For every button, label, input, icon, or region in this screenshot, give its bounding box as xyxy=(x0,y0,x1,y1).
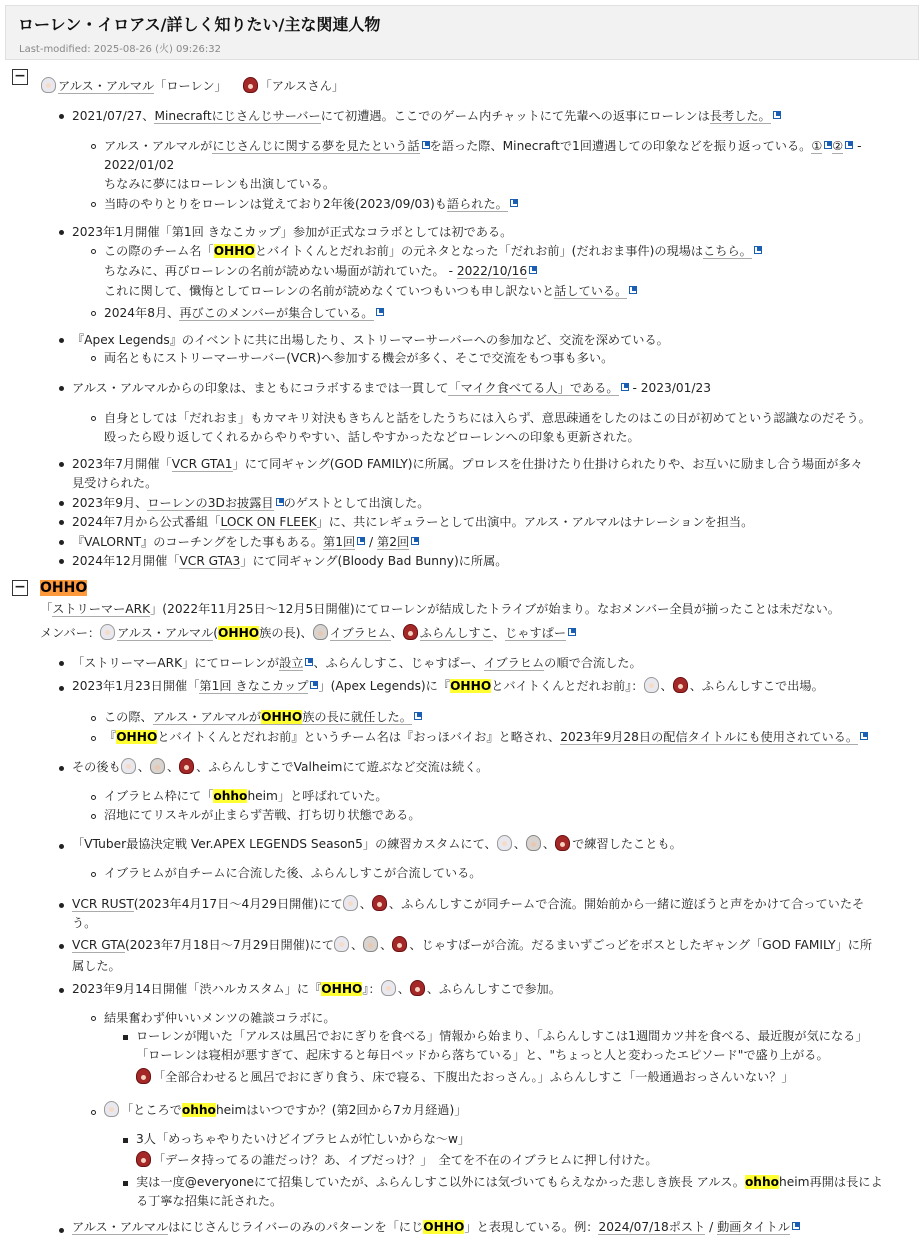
list-item: 結果奮わず仲いいメンツの雑談コラボに。 xyxy=(104,1011,336,1025)
avatar-icon xyxy=(403,624,418,640)
bullet xyxy=(59,501,64,506)
section-heading-alsu: アルス・アルマル「ローレン」 「アルスさん」 xyxy=(41,77,344,96)
bullet xyxy=(123,1035,128,1040)
link-vcr-rust[interactable]: VCR RUST xyxy=(72,897,134,911)
list-item: 「ところでohhoheimはいつですか？(第2回から7カ月経過)」 xyxy=(104,1101,466,1120)
link-post-2024-07-18[interactable]: 2024/07/18ポスト xyxy=(598,1220,706,1234)
date-text: 2022/01/02 xyxy=(104,158,175,172)
list-item: イブラヒム枠にて「ohhoheim」と呼ばれていた。 xyxy=(104,789,388,803)
bullet xyxy=(59,462,64,467)
external-link-icon[interactable] xyxy=(414,712,422,720)
external-link-icon[interactable] xyxy=(357,537,365,545)
avatar-icon xyxy=(243,77,258,93)
bullet xyxy=(91,249,96,254)
link-member-francisco[interactable]: ふらんしすこ xyxy=(419,626,493,640)
external-link-icon[interactable] xyxy=(376,308,384,316)
link-talking[interactable]: 話している。 xyxy=(554,284,628,298)
list-item: 2023年1月23日開催「第1回 きなこカップ 」(Apex Legends)に『OHHOとバイトくんとだれお前』： 、 、ふらんしすこで出場。 xyxy=(72,679,824,693)
list-item-text: 属した。 xyxy=(72,959,121,973)
bullet xyxy=(91,1016,96,1021)
bullet xyxy=(59,686,64,691)
external-link-icon[interactable] xyxy=(860,732,868,740)
bullet xyxy=(59,338,64,343)
bullet xyxy=(91,144,96,149)
bullet xyxy=(59,988,64,993)
bullet xyxy=(91,202,96,207)
paragraph: 「ストリーマーARK」(2022年11月25日～12月5日開催)にてローレンが結成したトライブが始まり。なおメンバー全員が揃ったことは未だない。 xyxy=(40,602,840,616)
list-item-text: る丁寧な招集に託された。 xyxy=(136,1194,283,1208)
list-item-text: これに関して、懺悔としてローレンの名前が読めなくていつもいつも申し訳ないと話している。 xyxy=(104,282,637,301)
bullet xyxy=(59,1228,64,1233)
list-item-text: 「ローレンは寝相が悪すぎて、起床すると毎日ベッドから落ちている」と、"ちょっと人と変わったエピソード"で盛り上がる。 xyxy=(136,1048,829,1062)
list-item: ローレンが聞いた「アルスは風呂でおにぎりを食べる」情報から始まり、「ふらんしすこは1週間カツ丼を食べる、最近腹が気になる」 xyxy=(136,1029,868,1043)
avatar-icon xyxy=(136,1151,151,1167)
list-item: イブラヒムが自チームに合流した後、ふらんしすこが合流している。 xyxy=(104,866,482,880)
bullet xyxy=(91,814,96,819)
avatar-icon xyxy=(104,1101,119,1117)
link-ref-1[interactable]: ① xyxy=(811,139,823,153)
avatar-icon xyxy=(41,77,56,93)
bullet xyxy=(123,1138,128,1143)
link-vcr-gta3[interactable]: VCR GTA3 xyxy=(179,554,241,568)
link-2022-10-16[interactable]: 2022/10/16 xyxy=(456,264,528,278)
list-item: 『Apex Legends』のイベントに共に出場したり、ストリーマーサーバーへの参加など、交流を深めている。 xyxy=(72,333,669,347)
avatar-icon xyxy=(136,1068,151,1084)
list-item: この際、アルス・アルマルがOHHO族の長に就任した。 xyxy=(104,708,422,727)
external-link-icon[interactable] xyxy=(422,141,430,149)
list-item-text: 「全部合わせると風呂でおにぎり食う、床で寝る、下腹出たおっさん。」ふらんしすこ「一般通過おっさんいない？」 xyxy=(136,1068,794,1087)
external-link-icon[interactable] xyxy=(824,141,832,149)
link-alsu-almal[interactable]: アルス・アルマル xyxy=(58,79,155,93)
link-minecraft-server[interactable]: Minecraftにじさんじサーバー xyxy=(154,109,321,123)
list-item: 2023年1月開催「第1回 きなこカップ」参加が正式なコラボとしては初である。 xyxy=(72,225,513,239)
link-lock-on-fleek[interactable]: LOCK ON FLEEK xyxy=(220,515,317,529)
external-link-icon[interactable] xyxy=(845,141,853,149)
external-link-icon[interactable] xyxy=(568,628,576,636)
list-item-text: 見受けられた。 xyxy=(72,476,158,490)
link-vcr-gta[interactable]: VCR GTA xyxy=(72,938,126,952)
bullet xyxy=(91,311,96,316)
bullet xyxy=(59,559,64,564)
avatar-icon xyxy=(526,835,541,851)
avatar-icon xyxy=(121,758,136,774)
avatar-icon xyxy=(381,980,396,996)
list-item-text: う。 xyxy=(72,916,97,930)
bullet xyxy=(91,795,96,800)
link-founded[interactable]: 設立 xyxy=(279,656,304,670)
list-item: 2023年9月、ローレンの3Dお披露目 のゲストとして出演した。 xyxy=(72,496,430,510)
link-alsu-almal-2[interactable]: アルス・アルマル xyxy=(72,1220,169,1234)
bullet xyxy=(91,736,96,741)
bullet xyxy=(59,661,64,666)
avatar-icon xyxy=(363,936,378,952)
external-link-icon[interactable] xyxy=(629,286,637,294)
external-link-icon[interactable] xyxy=(754,246,762,254)
link-long-think[interactable]: 長考した。 xyxy=(709,109,771,123)
link-ibrahim[interactable]: イブラヒム xyxy=(483,656,545,670)
avatar-icon xyxy=(343,895,358,911)
bullet xyxy=(59,230,64,235)
bullet xyxy=(59,540,64,545)
bullet xyxy=(123,1181,128,1186)
list-item: 沼地にてリスキルが止まらず苦戦、打ち切り状態である。 xyxy=(104,808,421,822)
avatar-icon xyxy=(100,624,115,640)
avatar-icon xyxy=(644,677,659,693)
list-item: 2024年7月から公式番組「LOCK ON FLEEK」に、共にレギュラーとして出演中。アルス・アルマルはナレーションを担当。 xyxy=(72,515,754,529)
avatar-icon xyxy=(150,758,165,774)
bullet xyxy=(59,903,64,908)
list-item: 2024年8月、再びこのメンバーが集合している。 xyxy=(104,304,384,323)
link-streamer-ark[interactable]: ストリーマーARK xyxy=(52,602,151,616)
link-member-jasper[interactable]: じゃすぱー xyxy=(505,626,567,640)
avatar-icon xyxy=(555,835,570,851)
bullet xyxy=(91,1110,96,1115)
list-item: 実は一度@everyoneにて招集していたが、ふらんしすこ以外には気づいてもらえなかった悲しき族長 アルス。ohhoheim再開は長によ xyxy=(136,1175,883,1189)
bullet xyxy=(59,766,64,771)
external-link-icon[interactable] xyxy=(305,658,313,666)
link-member-ibrahim[interactable]: イブラヒム xyxy=(329,626,391,640)
avatar-icon xyxy=(179,758,194,774)
list-item-text: ちなみに夢にはローレンも出演している。 xyxy=(104,177,336,191)
list-item: 「VTuber最協決定戦 Ver.APEX LEGENDS Season5」の練習カスタムにて、 、 、 で練習したことも。 xyxy=(72,837,682,851)
bullet xyxy=(59,520,64,525)
list-item: 当時のやりとりをローレンは覚えており2年後(2023/09/03)も語られた。 xyxy=(104,195,518,214)
external-link-icon[interactable] xyxy=(411,537,419,545)
link-valorant-2[interactable]: 第2回 xyxy=(377,535,410,549)
list-item: 2023年9月14日開催「渋ハルカスタム」に『OHHO』： 、 、ふらんしすこで参加。 xyxy=(72,982,561,996)
list-item-text: 殴ったら殴り返してくれるからやりやすい、話しやすかったなどローレンへの印象も更新された。 xyxy=(104,430,640,444)
bullet xyxy=(59,944,64,949)
member-list: メンバー： アルス・アルマル(OHHO族の長)、 イブラヒム、 ふらんしすこ、じゃすぱー xyxy=(40,624,576,643)
external-link-icon[interactable] xyxy=(510,199,518,207)
avatar-icon xyxy=(392,936,407,952)
external-link-icon[interactable] xyxy=(773,111,781,119)
link-dream-story[interactable]: にじさんじに関する夢を見たという話 xyxy=(212,139,420,153)
page-header xyxy=(5,5,919,60)
list-item: 両名ともにストリーマーサーバー(VCR)へ参加する機会が多く、そこで交流をもつ事も多い。 xyxy=(104,351,614,365)
link-chief[interactable]: アルス・アルマルがOHHO族の長に就任した。 xyxy=(152,710,412,724)
bullet xyxy=(91,716,96,721)
link-talked[interactable]: 語られた。 xyxy=(446,197,508,211)
list-item-text: 「データ持ってるの誰だっけ？あ、イブだっけ？」 全てを不在のイブラヒムに押し付けた。 xyxy=(136,1151,658,1170)
bullet xyxy=(91,872,96,877)
last-modified: Last-modified: 2025-08-26 (火) 09:26:32 xyxy=(19,44,221,55)
bullet xyxy=(91,416,96,421)
link-kinako-cup[interactable]: 第1回 きなこカップ xyxy=(199,679,309,693)
link-member-alsu[interactable]: アルス・アルマル xyxy=(117,626,214,640)
link-vcr-gta1[interactable]: VCR GTA1 xyxy=(171,457,233,471)
external-link-icon[interactable] xyxy=(621,383,629,391)
list-item: 3人「めっちゃやりたいけどイブラヒムが忙しいからな～w」 xyxy=(136,1132,471,1146)
avatar-icon xyxy=(313,624,328,640)
bullet xyxy=(59,844,64,849)
avatar-icon xyxy=(334,936,349,952)
list-item: 「ストリーマーARK」にてローレンが設立 、ふらんしすこ、じゃすぱー、イブラヒムの順で合流した。 xyxy=(72,656,642,670)
section-heading-ohho: OHHO xyxy=(40,580,88,596)
link-video-title[interactable]: 動画タイトル xyxy=(717,1220,791,1234)
avatar-icon xyxy=(372,895,387,911)
bullet xyxy=(59,386,64,391)
external-link-icon[interactable] xyxy=(310,681,318,689)
list-item: アルス・アルマルからの印象は、まともにコラボするまでは一貫して「マイク食べてる人」である。 - 2023/01/23 xyxy=(72,381,712,395)
section-toggle-ohho[interactable]: − xyxy=(12,580,28,596)
avatar-icon xyxy=(497,835,512,851)
bullet xyxy=(59,114,64,119)
list-item: VCR GTA(2023年7月18日～7月29日開催)にて 、 、 、じゃすぱーが合流。だるまいずごっどをボスとしたギャング「GOD FAMILY」に所 xyxy=(72,938,873,952)
list-item: アルス・アルマルがにじさんじに関する夢を見たという話 を語った際、Minecraftで1回遭遇しての印象などを振り返っている。① ② - xyxy=(104,139,862,153)
list-item: 自身としては「だれおま」もカマキリ対決もきちんと話をしたうちには入らず、意思疎通をしたのはこの日が初めてという認識なのだそう。 xyxy=(104,411,871,425)
link-mic-eater[interactable]: 「マイク食べてる人」である。 xyxy=(448,381,619,395)
bullet xyxy=(91,356,96,361)
external-link-icon[interactable] xyxy=(792,1222,800,1230)
list-item: この際のチーム名「OHHOとバイトくんとだれお前」の元ネタとなった「だれお前」(だれおま事件)の現場はこちら。 xyxy=(104,242,762,261)
list-item-text: ちなみに、再びローレンの名前が読めない場面が訪れていた。 - 2022/10/16 xyxy=(104,262,537,281)
list-item: 『VALORNT』のコーチングをした事もある。第1回 / 第2回 xyxy=(72,533,419,552)
external-link-icon[interactable] xyxy=(529,266,537,274)
link-ref-2[interactable]: ② xyxy=(832,139,844,153)
list-item: VCR RUST(2023年4月17日～4月29日開催)にて 、 、ふらんしすこが同チームで合流。開始前から一緒に遊ぼうと声をかけて合っていたそ xyxy=(72,897,865,911)
list-item: その後も 、 、 、ふらんしすこでValheimにて遊ぶなど交流は続く。 xyxy=(72,760,489,774)
list-item: 2024年12月開催「VCR GTA3」にて同ギャング(Bloody Bad Bunny)に所属。 xyxy=(72,554,508,568)
avatar-icon xyxy=(673,677,688,693)
page-title: ローレン・イロアス/詳しく知りたい/主な関連人物 xyxy=(18,15,381,34)
link-3d-debut[interactable]: ローレンの3Dお披露目 xyxy=(147,496,274,510)
link-reunion[interactable]: 再びこのメンバーが集合している。 xyxy=(179,306,374,320)
list-item: 『OHHOとバイトくんとだれお前』というチーム名は『おっほバイお』と略され、2023年9月28日の配信タイトルにも使用されている。 xyxy=(104,728,868,747)
section-toggle-alsu[interactable]: − xyxy=(12,69,28,85)
list-item: アルス・アルマルはにじさんじライバーのみのパターンを「にじOHHO」と表現している。例：2024/07/18ポスト / 動画タイトル xyxy=(72,1218,800,1237)
link-valorant-1[interactable]: 第1回 xyxy=(323,535,356,549)
list-item: 2021/07/27、Minecraftにじさんじサーバーにて初遭遇。ここでのゲーム内チャットにて先輩への返事にローレンは長考した。 xyxy=(72,107,781,126)
link-stream-title[interactable]: 2023年9月28日の配信タイトルにも使用されている。 xyxy=(560,730,859,744)
avatar-icon xyxy=(410,980,425,996)
external-link-icon[interactable] xyxy=(276,498,284,506)
link-here[interactable]: こちら。 xyxy=(703,244,752,258)
list-item: 2023年7月開催「VCR GTA1」にて同ギャング(GOD FAMILY)に所属。プロレスを仕掛けたり仕掛けられたりや、お互いに励まし合う場面が多々 xyxy=(72,457,863,471)
